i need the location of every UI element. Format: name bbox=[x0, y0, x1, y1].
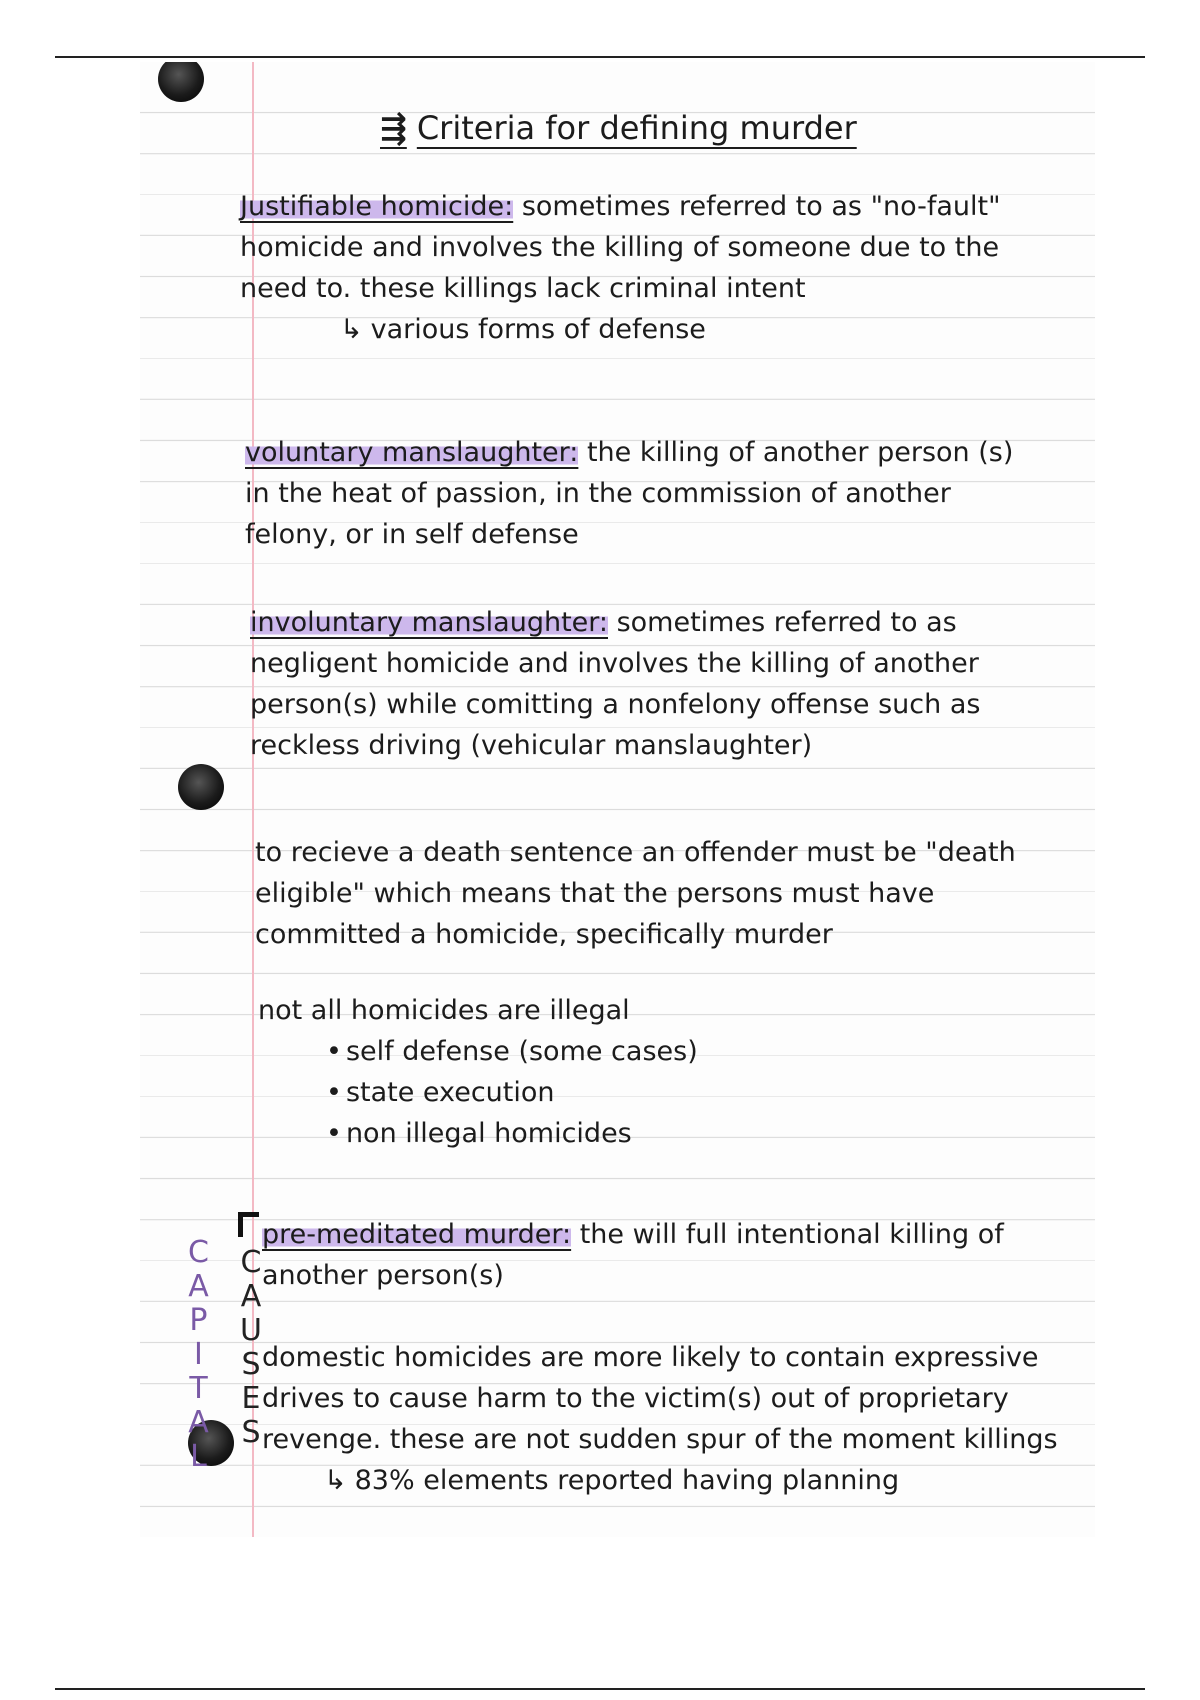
triple-arrow-icon: ⇶ bbox=[380, 109, 407, 147]
voluntary-manslaughter-term: voluntary manslaughter: bbox=[245, 437, 579, 468]
note-line: reckless driving (vehicular manslaughter) bbox=[250, 730, 813, 761]
curved-arrow-icon: ↳ bbox=[340, 314, 363, 345]
cause-vertical-label bbox=[240, 1246, 262, 1450]
note-line: domestic homicides are more likely to contain expressive bbox=[262, 1342, 1039, 1373]
list-item: • non illegal homicides bbox=[326, 1113, 698, 1154]
curved-arrow-icon: ↳ bbox=[324, 1465, 347, 1496]
justifiable-homicide-note bbox=[240, 186, 1001, 350]
vertical-letter: C bbox=[240, 1245, 262, 1280]
involuntary-manslaughter-note bbox=[250, 602, 980, 766]
title-text: Criteria for defining murder bbox=[416, 109, 857, 147]
note-line: revenge. these are not sudden spur of the moment killings bbox=[262, 1424, 1058, 1455]
not-illegal-note bbox=[258, 990, 698, 1154]
involuntary-manslaughter-term: involuntary manslaughter: bbox=[250, 607, 608, 638]
note-line: sometimes referred to as bbox=[608, 607, 957, 638]
punch-hole-top bbox=[158, 62, 204, 102]
vertical-letter: C bbox=[188, 1235, 209, 1270]
vertical-letter: S bbox=[241, 1415, 261, 1450]
premeditated-murder-term: pre-meditated murder: bbox=[262, 1219, 572, 1250]
domestic-homicide-note bbox=[262, 1337, 1058, 1501]
death-eligible-note bbox=[255, 832, 1016, 955]
bottom-rule bbox=[55, 1688, 1145, 1690]
voluntary-manslaughter-note bbox=[245, 432, 1013, 555]
list-item: • state execution bbox=[326, 1072, 698, 1113]
note-line: eligible" which means that the persons must have bbox=[255, 878, 935, 909]
notebook-page bbox=[140, 62, 1095, 1537]
page-title bbox=[380, 108, 857, 149]
vertical-letter: E bbox=[241, 1381, 261, 1416]
vertical-letter: I bbox=[194, 1337, 203, 1372]
vertical-letter: S bbox=[241, 1347, 261, 1382]
note-line: need to. these killings lack criminal intent bbox=[240, 273, 806, 304]
punch-hole-middle bbox=[178, 764, 224, 810]
corner-bracket bbox=[238, 1212, 259, 1237]
note-line: the will full intentional killing of bbox=[571, 1219, 1004, 1250]
note-line: not all homicides are illegal bbox=[258, 995, 630, 1026]
justifiable-homicide-term: Justifiable homicide: bbox=[240, 191, 514, 222]
note-line: in the heat of passion, in the commission of another bbox=[245, 478, 951, 509]
note-line: to recieve a death sentence an offender must be "death bbox=[255, 837, 1016, 868]
vertical-letter: A bbox=[240, 1279, 262, 1314]
note-line: the killing of another person (s) bbox=[578, 437, 1014, 468]
premeditated-murder-note bbox=[262, 1214, 1004, 1296]
sub-point: various forms of defense bbox=[370, 314, 706, 345]
note-line: sometimes referred to as "no-fault" bbox=[513, 191, 1001, 222]
top-rule bbox=[55, 56, 1145, 58]
note-line: felony, or in self defense bbox=[245, 519, 579, 550]
vertical-letter: L bbox=[190, 1439, 207, 1474]
note-line: negligent homicide and involves the killing of another bbox=[250, 648, 979, 679]
note-line: committed a homicide, specifically murder bbox=[255, 919, 833, 950]
list-item: • self defense (some cases) bbox=[326, 1031, 698, 1072]
vertical-letter: U bbox=[240, 1313, 262, 1348]
vertical-letter: A bbox=[188, 1405, 209, 1440]
note-line: another person(s) bbox=[262, 1260, 504, 1291]
note-line: drives to cause harm to the victim(s) out of proprietary bbox=[262, 1383, 1009, 1414]
note-line: homicide and involves the killing of someone due to the bbox=[240, 232, 1000, 263]
vertical-letter: P bbox=[189, 1303, 208, 1338]
note-line: person(s) while comitting a nonfelony offense such as bbox=[250, 689, 981, 720]
capital-vertical-label bbox=[188, 1236, 209, 1474]
sub-point: 83% elements reported having planning bbox=[354, 1465, 900, 1496]
vertical-letter: T bbox=[189, 1371, 208, 1406]
vertical-letter: A bbox=[188, 1269, 209, 1304]
bullet-list bbox=[258, 1031, 698, 1154]
